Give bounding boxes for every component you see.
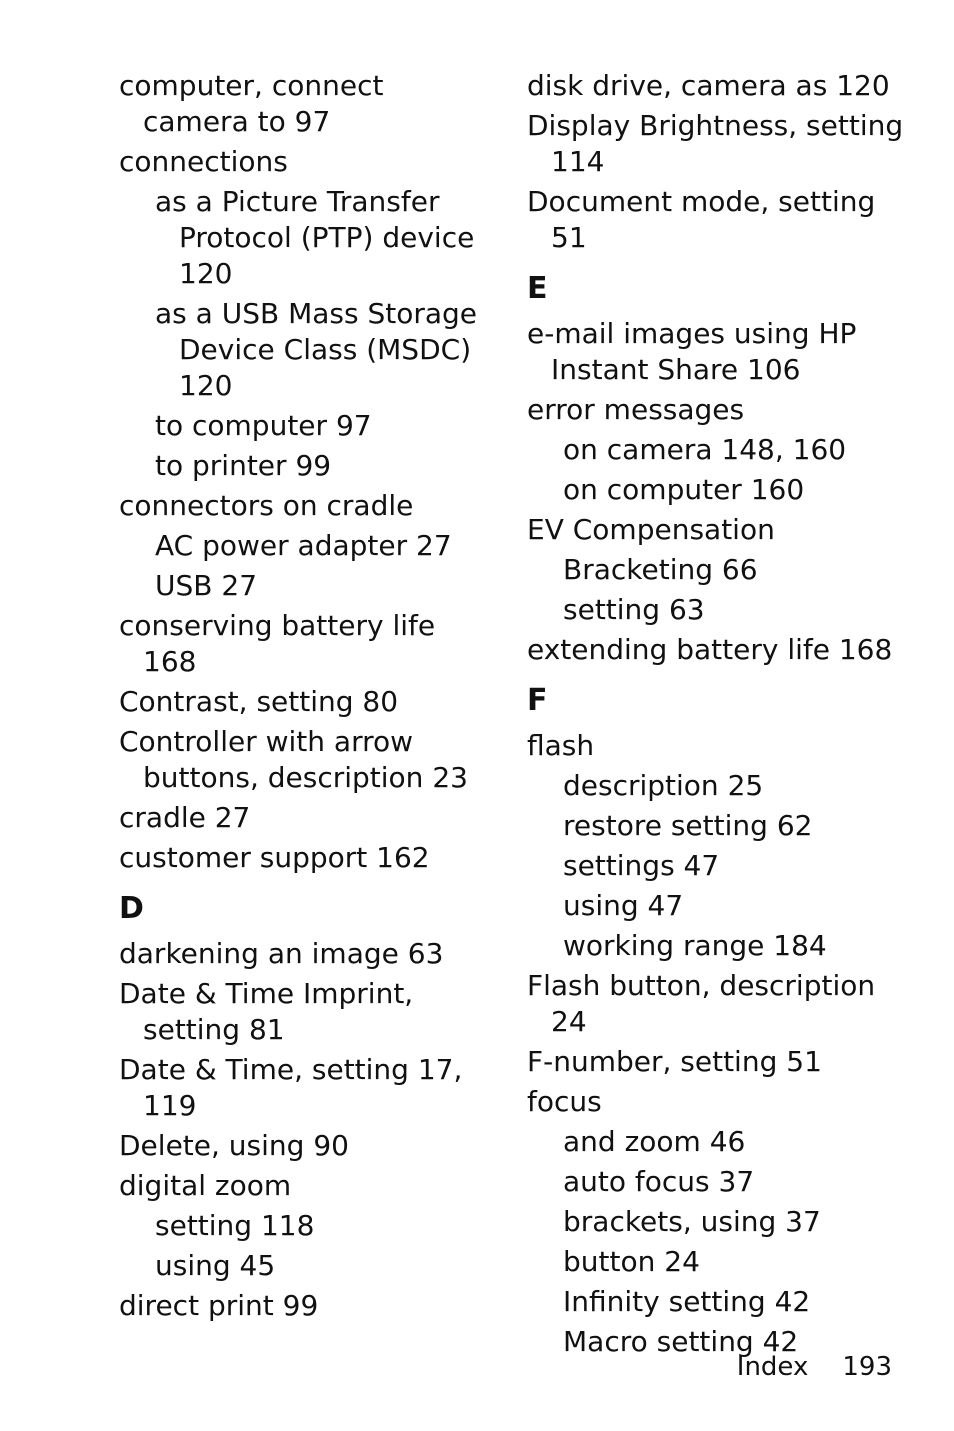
index-subentry: Infinity setting 42 <box>563 1285 811 1318</box>
index-entry: F-number, setting 51 <box>527 1045 822 1078</box>
page-number: 193 <box>842 1352 892 1382</box>
index-subentry: Macro setting 42 <box>563 1325 799 1358</box>
index-subentry: Bracketing 66 <box>563 553 758 586</box>
index-column-left <box>119 68 489 1328</box>
index-subentry: to printer 99 <box>155 449 332 482</box>
index-entry: Delete, using 90 <box>119 1129 349 1162</box>
index-entry: Date & Time, setting 17, 119 <box>119 1053 463 1122</box>
index-entry: Display Brightness, setting 114 <box>527 109 904 178</box>
index-entry: Flash button, description 24 <box>527 969 876 1038</box>
index-subentry: as a USB Mass Storage Device Class (MSDC) 120 <box>155 297 478 402</box>
index-entry: EV Compensation <box>527 513 775 546</box>
index-subentry: button 24 <box>563 1245 700 1278</box>
index-subentry: setting 118 <box>155 1209 315 1242</box>
index-entry: disk drive, camera as 120 <box>527 69 890 102</box>
index-entry: conserving battery life 168 <box>119 609 436 678</box>
index-letter-heading: D <box>119 891 144 926</box>
index-subentry: and zoom 46 <box>563 1125 746 1158</box>
index-subentry: USB 27 <box>155 569 258 602</box>
index-subentry: description 25 <box>563 769 764 802</box>
index-entry: flash <box>527 729 595 762</box>
index-entry: extending battery life 168 <box>527 633 893 666</box>
index-entry: connections <box>119 145 288 178</box>
index-letter-heading: E <box>527 271 548 306</box>
index-entry: Document mode, setting 51 <box>527 185 876 254</box>
index-entry: e-mail images using HP Instant Share 106 <box>527 317 857 386</box>
index-subentry: auto focus 37 <box>563 1165 755 1198</box>
index-subentry: on camera 148, 160 <box>563 433 847 466</box>
index-column-right <box>527 68 917 1364</box>
index-subentry: setting 63 <box>563 593 705 626</box>
index-subentry: to computer 97 <box>155 409 372 442</box>
index-entry: focus <box>527 1085 602 1118</box>
index-subentry: restore setting 62 <box>563 809 813 842</box>
index-entry: digital zoom <box>119 1169 292 1202</box>
index-entry: Controller with arrow buttons, description 23 <box>119 725 468 794</box>
index-subentry: working range 184 <box>563 929 827 962</box>
index-subentry: brackets, using 37 <box>563 1205 821 1238</box>
index-subentry: settings 47 <box>563 849 720 882</box>
index-subentry: AC power adapter 27 <box>155 529 452 562</box>
index-entry: customer support 162 <box>119 841 430 874</box>
index-entry: Date & Time Imprint, setting 81 <box>119 977 414 1046</box>
index-subentry: as a Picture Transfer Protocol (PTP) device 120 <box>155 185 475 290</box>
index-letter-heading: F <box>527 683 548 718</box>
index-entry: direct print 99 <box>119 1289 319 1322</box>
index-entry: connectors on cradle <box>119 489 414 522</box>
index-entry: computer, connect camera to 97 <box>119 69 384 138</box>
index-entry: error messages <box>527 393 745 426</box>
index-entry: cradle 27 <box>119 801 251 834</box>
index-subentry: using 45 <box>155 1249 276 1282</box>
index-entry: darkening an image 63 <box>119 937 444 970</box>
index-subentry: using 47 <box>563 889 684 922</box>
footer-section-label: Index <box>736 1352 809 1382</box>
index-entry: Contrast, setting 80 <box>119 685 399 718</box>
page-footer <box>737 1350 892 1384</box>
index-subentry: on computer 160 <box>563 473 805 506</box>
